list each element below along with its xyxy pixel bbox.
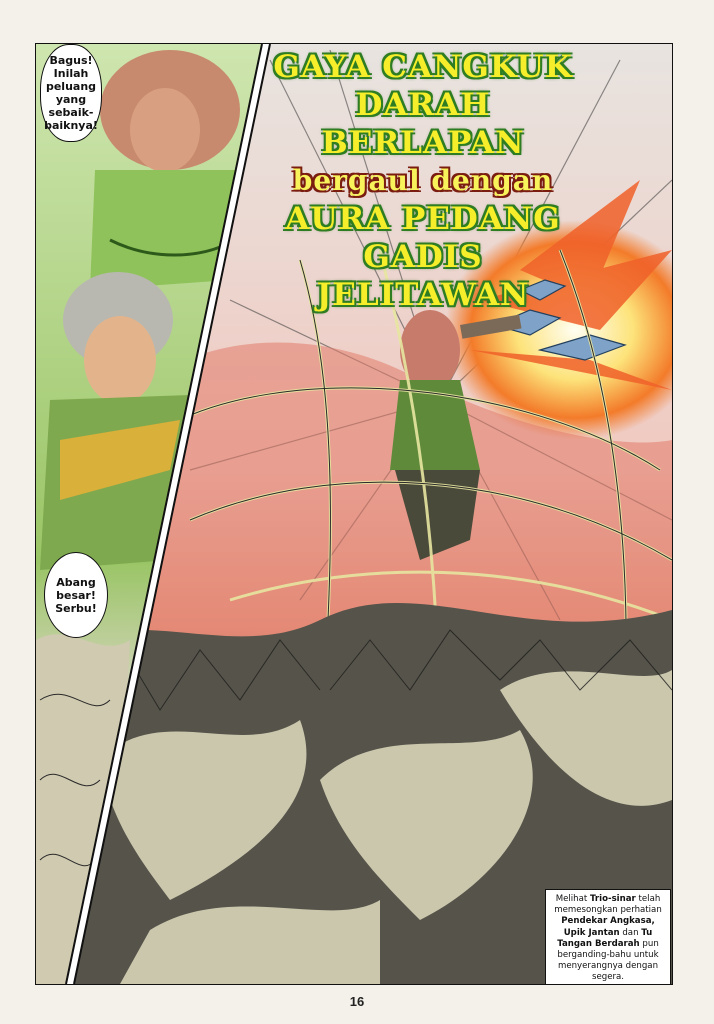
caption-text: pun berganding-bahu untuk menyerangnya dengan segera. bbox=[557, 938, 659, 983]
caption-text: Melihat bbox=[555, 894, 590, 904]
title-line: AURA PEDANG bbox=[285, 201, 561, 237]
title-line: GADIS JELITAWAN bbox=[316, 239, 530, 313]
technique-title bbox=[258, 48, 588, 314]
caption-text: telah memesongkan perhatian bbox=[554, 894, 662, 916]
caption-emphasis: Tu Tangan Berdarah bbox=[557, 927, 653, 949]
speech-line: peluang bbox=[45, 80, 97, 93]
speech-line: Serbu! bbox=[55, 601, 97, 615]
caption-text: dan bbox=[619, 927, 642, 938]
speech-line: Inilah bbox=[53, 67, 89, 80]
title-line: bergaul dengan bbox=[292, 164, 554, 197]
caption-emphasis: Pendekar Angkasa, Upik Jantan bbox=[561, 916, 655, 938]
speech-line: Abang bbox=[56, 575, 96, 589]
speech-bubble-bottom bbox=[44, 552, 108, 638]
speech-bubble-top bbox=[40, 44, 102, 142]
page-number: 16 bbox=[349, 994, 365, 1009]
title-line: GAYA CANGKUK bbox=[273, 49, 573, 85]
speech-line: besar! bbox=[56, 588, 96, 602]
title-line: DARAH BERLAPAN bbox=[321, 87, 525, 161]
speech-line: baiknya! bbox=[44, 119, 98, 132]
caption-emphasis: Trio-sinar bbox=[590, 894, 636, 904]
speech-line: Bagus! bbox=[49, 54, 93, 67]
speech-line: yang bbox=[55, 93, 87, 106]
speech-line: sebaik- bbox=[48, 106, 94, 119]
narration-caption bbox=[545, 889, 671, 985]
